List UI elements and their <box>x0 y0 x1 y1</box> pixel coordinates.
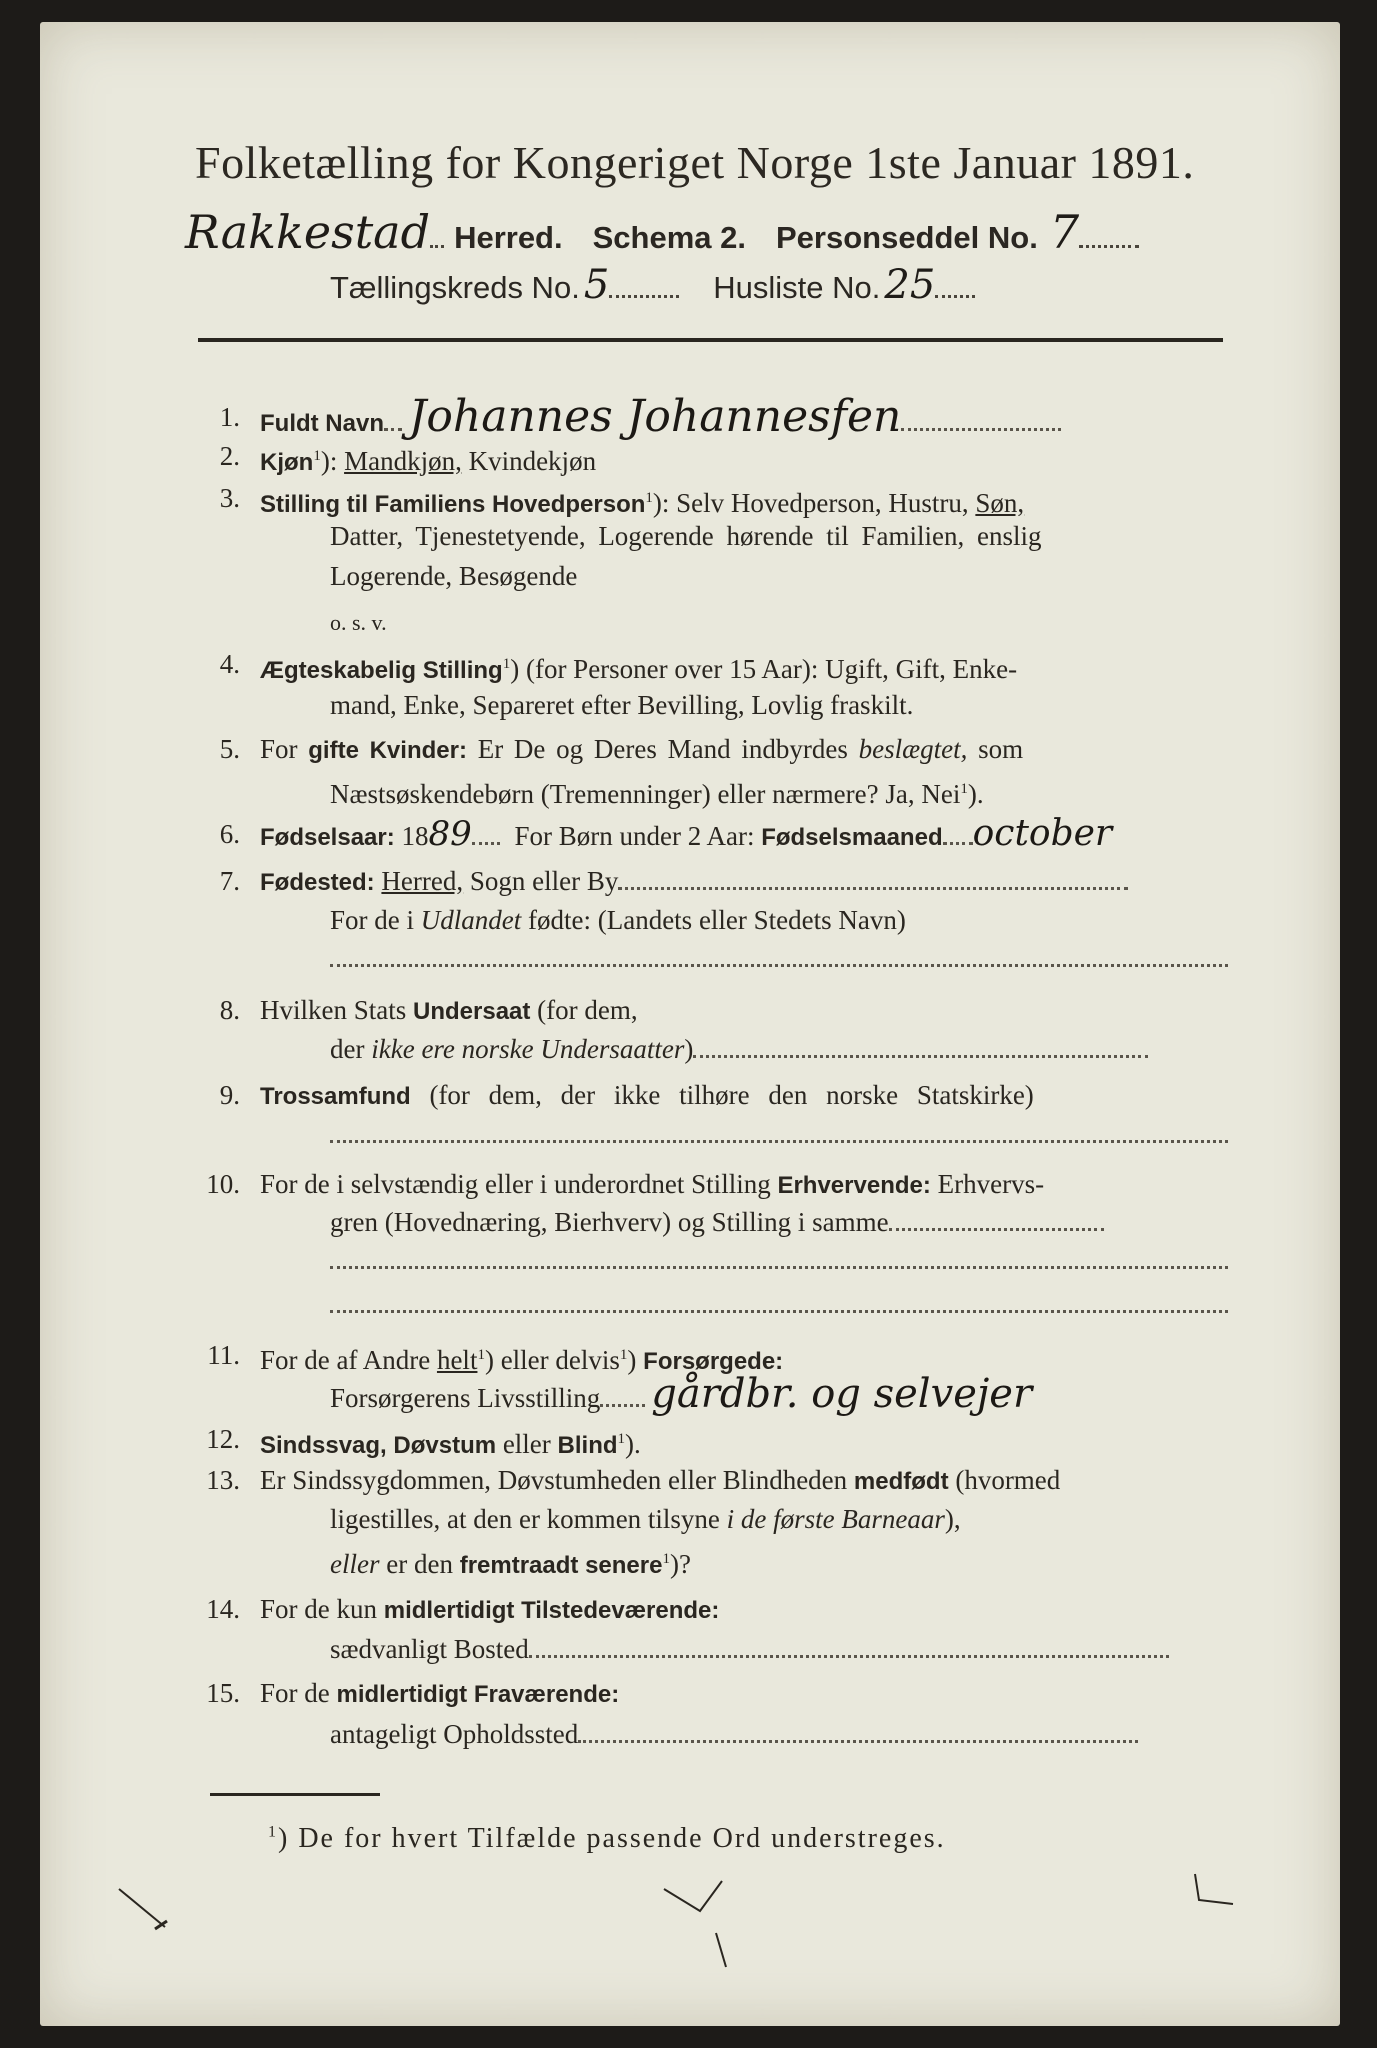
item-number: 6. <box>219 819 240 849</box>
dotted-fill <box>330 960 1228 967</box>
item-text-italic: beslægtet, <box>858 734 968 764</box>
item-text: For de i selvstændig eller i underordnet Stilling <box>260 1169 771 1199</box>
item-label: Forsørgede: <box>643 1348 784 1375</box>
full-name-value: Johannes Johannesfen <box>408 391 902 442</box>
dotted-fill <box>935 291 975 298</box>
item-text: ) eller delvis <box>484 1345 620 1375</box>
item-number: 1. <box>219 402 240 432</box>
item-label: Fødested: <box>260 869 375 896</box>
dotted-fill <box>618 883 1128 890</box>
footnote-ref: 1 <box>502 656 511 672</box>
item-label: Fødselsmaaned <box>761 824 943 851</box>
item-text: Logerende, Besøgende <box>330 561 578 591</box>
dotted-fill <box>901 424 1061 431</box>
item-text: ): Selv Hovedperson, Hustru, <box>652 488 969 518</box>
item-7-blank-line <box>198 930 1228 964</box>
item-text: )? <box>669 1549 691 1579</box>
option-son-underlined: Søn, <box>975 488 1025 518</box>
footnote-text: ) De for hvert Tilfælde passende Ord understreges. <box>278 1823 946 1854</box>
ink-mark-icon <box>660 1875 740 1975</box>
item-number: 12. <box>206 1424 240 1454</box>
birth-year-value: 89 <box>428 814 472 854</box>
kreds-number: 5 <box>583 262 610 308</box>
option-mandkjon-underlined: Mandkjøn, <box>344 446 462 476</box>
dotted-fill <box>472 838 500 845</box>
item-9-blank-line <box>198 1106 1228 1140</box>
dotted-fill <box>600 1400 645 1407</box>
item-text: Datter, Tjenestetyende, Logerende hørende til Familien, enslig <box>330 521 1042 551</box>
item-text: (hvormed <box>955 1465 1061 1495</box>
item-number: 7. <box>219 866 240 896</box>
dotted-fill <box>1079 241 1139 248</box>
herred-label: Herred. <box>454 220 563 255</box>
item-number: 4. <box>219 649 240 679</box>
item-text: ). <box>625 1429 641 1459</box>
item-text: ) <box>627 1345 637 1375</box>
item-text: fødte: (Landets eller Stedets Navn) <box>528 905 906 935</box>
dotted-fill <box>578 1736 1138 1743</box>
item-text: Erhvervs- <box>937 1169 1045 1199</box>
ink-mark-icon <box>1185 1870 1245 1920</box>
item-text: For de <box>260 1678 330 1708</box>
item-text: For de af Andre <box>260 1345 431 1375</box>
item-text: gren (Hovednæring, Bierhverv) og Stilling i samme <box>330 1207 889 1237</box>
footnote-ref: 1 <box>477 1347 485 1363</box>
item-text-italic: ikke ere norske Undersaatter <box>371 1034 685 1064</box>
item-text: Næstsøskendebørn (Tremenninger) eller nærmere? Ja, Nei <box>330 779 961 809</box>
item-10-blank-line-1 <box>198 1232 1228 1266</box>
item-label: gifte Kvinder: <box>308 737 467 764</box>
item-text: For Børn under 2 Aar: <box>514 821 755 851</box>
item-label: Kjøn <box>260 449 314 476</box>
item-text: Sogn eller By <box>469 866 619 896</box>
schema-label: Schema 2. <box>592 220 746 255</box>
item-text: Er Sindssygdommen, Døvstumheden eller Blindheden <box>260 1465 848 1495</box>
item-text: Forsørgerens Livsstilling <box>330 1383 601 1413</box>
item-text: Hvilken Stats <box>260 995 407 1025</box>
item-text: som <box>978 734 1024 764</box>
footnote-ref: 1 <box>662 1551 670 1567</box>
item-number: 11. <box>207 1340 240 1370</box>
item-text: sædvanligt Bosted <box>330 1634 529 1664</box>
item-number: 8. <box>219 995 240 1025</box>
footnote-ref: 1 <box>268 1823 278 1841</box>
personseddel-number: 7 <box>1049 205 1080 259</box>
supporter-occupation-value: gårdbr. og selvejer <box>651 1371 1033 1417</box>
birth-year-prefix: 18 <box>401 821 429 851</box>
item-label: midlertidigt Tilstedeværende: <box>383 1597 720 1624</box>
footnote-rule <box>210 1793 380 1796</box>
header-line-kreds <box>330 262 1230 312</box>
item-text: der <box>330 1034 365 1064</box>
item-label: medfødt <box>853 1468 949 1495</box>
item-label: midlertidigt Fraværende: <box>336 1681 620 1708</box>
item-text-italic: eller <box>330 1549 380 1579</box>
dotted-fill <box>330 1136 1228 1143</box>
item-text: ligestilles, at den er kommen tilsyne <box>330 1504 720 1534</box>
item-label: Undersaat <box>413 998 531 1025</box>
item-text: er den <box>386 1549 453 1579</box>
husliste-label: Husliste No. <box>713 270 881 305</box>
item-number: 9. <box>219 1080 240 1110</box>
item-label: fremtraadt senere <box>459 1552 663 1579</box>
item-label: Fuldt Navn <box>260 410 384 437</box>
item-number: 2. <box>219 441 240 471</box>
item-text: o. s. v. <box>330 610 387 635</box>
item-text: eller <box>502 1429 551 1459</box>
item-text: antageligt Opholdssted <box>330 1719 579 1749</box>
item-text: ) (for Personer over 15 Aar): Ugift, Gift, Enke- <box>510 654 1018 684</box>
option-helt-underlined: helt <box>436 1345 478 1375</box>
item-text: Er De og Deres Mand indbyrdes <box>477 734 848 764</box>
dotted-fill <box>330 1262 1228 1269</box>
footnote-ref: 1 <box>645 490 653 506</box>
dotted-fill <box>693 1051 1148 1058</box>
item-label: Trossamfund <box>260 1083 411 1110</box>
item-text-italic: Udlandet <box>420 905 522 935</box>
item-number: 10. <box>206 1169 240 1199</box>
item-label: Ægteskabelig Stilling <box>260 657 503 684</box>
item-10-blank-line-2 <box>198 1276 1228 1310</box>
item-number: 14. <box>206 1594 240 1624</box>
dotted-fill <box>384 424 402 431</box>
item-text: ). <box>967 779 984 809</box>
ink-mark-icon <box>115 1885 185 1945</box>
item-text-italic: i de første Barneaar <box>726 1504 945 1534</box>
footnote-ref: 1 <box>313 448 321 464</box>
item-number: 5. <box>219 734 240 764</box>
footnote-ref: 1 <box>619 1347 628 1363</box>
option-kvindekjon: Kvindekjøn <box>468 446 597 476</box>
option-herred-underlined: Herred, <box>381 866 464 896</box>
item-text: mand, Enke, Separeret efter Bevilling, Lovlig fraskilt. <box>330 690 914 720</box>
header-line-herred <box>185 205 1225 259</box>
form-title: Folketælling for Kongeriget Norge 1ste Januar 1891. <box>195 137 1195 188</box>
item-text: ): <box>320 446 338 476</box>
dotted-fill <box>943 838 973 845</box>
item-number: 13. <box>206 1465 240 1495</box>
husliste-number: 25 <box>884 262 936 308</box>
item-number: 15. <box>206 1678 240 1708</box>
dotted-fill <box>609 291 679 298</box>
dotted-fill <box>330 1306 1228 1313</box>
item-text: (for dem, der ikke tilhøre den norske Statskirke) <box>429 1080 1034 1110</box>
item-text: For de i <box>330 905 414 935</box>
herred-name: Rakkestad <box>185 205 431 259</box>
header-rule <box>198 338 1223 342</box>
item-number: 3. <box>219 483 240 513</box>
birth-month-value: october <box>972 813 1113 854</box>
dotted-fill <box>889 1224 1104 1231</box>
item-label: Sindssvag, Døvstum <box>260 1432 497 1459</box>
item-text: ), <box>944 1504 961 1534</box>
personseddel-label: Personseddel No. <box>775 220 1038 255</box>
item-label: Erhvervende: <box>777 1172 931 1199</box>
item-label: Blind <box>557 1432 618 1459</box>
item-text: For <box>260 734 298 764</box>
kreds-label: Tællingskreds No. <box>330 270 580 305</box>
dotted-fill <box>430 241 444 248</box>
item-text: For de kun <box>260 1594 377 1624</box>
footnote-ref: 1 <box>960 781 968 797</box>
item-text: (for dem, <box>537 995 638 1025</box>
footnote-ref: 1 <box>617 1431 626 1447</box>
dotted-fill <box>529 1651 1169 1658</box>
item-label: Stilling til Familiens Hovedperson <box>260 491 646 518</box>
item-text: ) <box>684 1034 694 1064</box>
item-label: Fødselsaar: <box>260 824 395 851</box>
footnote <box>268 1823 946 1855</box>
